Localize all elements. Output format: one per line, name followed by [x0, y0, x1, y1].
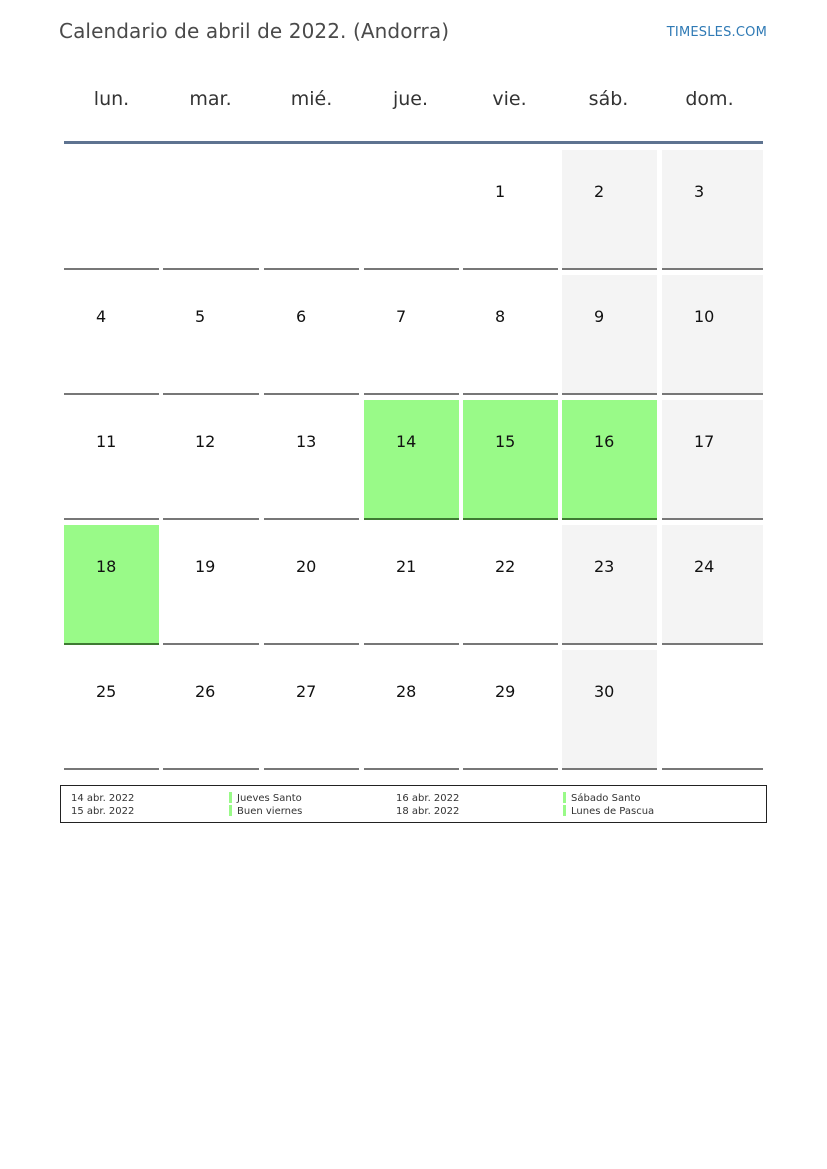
day-number: 27: [296, 682, 317, 701]
calendar-day-holiday[interactable]: [562, 400, 657, 520]
holiday-color-marker: [563, 805, 566, 816]
calendar-cell-blank: [264, 150, 359, 270]
legend-date: 14 abr. 2022: [71, 793, 135, 804]
calendar-day[interactable]: [264, 525, 359, 645]
day-number: 16: [594, 432, 615, 451]
calendar-day[interactable]: [662, 150, 763, 270]
day-number: 28: [396, 682, 417, 701]
calendar-day[interactable]: [463, 275, 558, 395]
day-number: 17: [694, 432, 715, 451]
legend-holiday: [229, 792, 302, 805]
calendar-day[interactable]: [163, 400, 259, 520]
calendar-day[interactable]: [364, 525, 459, 645]
day-number: 11: [96, 432, 117, 451]
holiday-color-marker: [229, 805, 232, 816]
calendar-day[interactable]: [562, 150, 657, 270]
calendar-day[interactable]: [64, 275, 159, 395]
calendar-day[interactable]: [662, 275, 763, 395]
day-number: 10: [694, 307, 715, 326]
day-number: 5: [195, 307, 206, 326]
legend-holiday-name: Lunes de Pascua: [571, 806, 655, 817]
calendar-day[interactable]: [163, 275, 259, 395]
weekday-tue: mar.: [189, 88, 232, 110]
day-number: 12: [195, 432, 216, 451]
day-number: 30: [594, 682, 615, 701]
holiday-color-marker: [229, 792, 232, 803]
calendar-day-holiday[interactable]: [463, 400, 558, 520]
weekday-sun: dom.: [685, 88, 734, 110]
calendar-day[interactable]: [64, 650, 159, 770]
day-number: 13: [296, 432, 317, 451]
legend-names-col-2: [563, 792, 654, 818]
calendar-day[interactable]: [163, 525, 259, 645]
day-number: 9: [594, 307, 605, 326]
weekday-wed: mié.: [290, 88, 333, 110]
day-number: 1: [495, 182, 506, 201]
calendar-cell-blank: [64, 150, 159, 270]
legend-date: 18 abr. 2022: [396, 806, 460, 817]
calendar-day[interactable]: [463, 525, 558, 645]
weekday-sat: sáb.: [588, 88, 629, 110]
calendar-day[interactable]: [562, 650, 657, 770]
weekday-thu: jue.: [392, 88, 429, 110]
legend-holiday-name: Jueves Santo: [237, 793, 302, 804]
day-number: 4: [96, 307, 107, 326]
calendar-cell-blank: [163, 150, 259, 270]
legend-dates-col-1: [71, 792, 134, 818]
page-title: Calendario de abril de 2022. (Andorra): [59, 19, 450, 43]
holiday-legend: [60, 785, 767, 823]
weekday-header-row: [62, 88, 765, 122]
calendar-day[interactable]: [163, 650, 259, 770]
day-number: 8: [495, 307, 506, 326]
legend-holiday: [563, 805, 654, 818]
legend-holiday: [229, 805, 302, 818]
day-number: 23: [594, 557, 615, 576]
legend-names-col-1: [229, 792, 302, 818]
day-number: 25: [96, 682, 117, 701]
calendar-day[interactable]: [64, 400, 159, 520]
calendar-day[interactable]: [264, 400, 359, 520]
day-number: 21: [396, 557, 417, 576]
calendar-day[interactable]: [264, 275, 359, 395]
day-number: 24: [694, 557, 715, 576]
calendar-day[interactable]: [662, 400, 763, 520]
legend-date: 16 abr. 2022: [396, 793, 460, 804]
day-number: 6: [296, 307, 307, 326]
calendar-day[interactable]: [662, 525, 763, 645]
holiday-color-marker: [563, 792, 566, 803]
weekday-mon: lun.: [93, 88, 130, 110]
day-number: 15: [495, 432, 516, 451]
day-number: 14: [396, 432, 417, 451]
calendar-day[interactable]: [364, 650, 459, 770]
legend-holiday-name: Buen viernes: [237, 806, 303, 817]
weekday-fri: vie.: [492, 88, 527, 110]
calendar-day-holiday[interactable]: [64, 525, 159, 645]
brand-link[interactable]: TIMESLES.COM: [666, 25, 767, 40]
day-number: 2: [594, 182, 605, 201]
day-number: 20: [296, 557, 317, 576]
calendar-day[interactable]: [463, 650, 558, 770]
legend-holiday-name: Sábado Santo: [571, 793, 641, 804]
calendar-cell-blank: [662, 650, 763, 770]
day-number: 19: [195, 557, 216, 576]
calendar-day-holiday[interactable]: [364, 400, 459, 520]
calendar-day[interactable]: [364, 275, 459, 395]
day-number: 7: [396, 307, 407, 326]
header-divider: [64, 141, 763, 144]
calendar-day[interactable]: [463, 150, 558, 270]
legend-date: 15 abr. 2022: [71, 806, 135, 817]
legend-dates-col-2: [396, 792, 459, 818]
calendar-day[interactable]: [264, 650, 359, 770]
calendar-day[interactable]: [562, 275, 657, 395]
day-number: 26: [195, 682, 216, 701]
day-number: 3: [694, 182, 705, 201]
calendar-cell-blank: [364, 150, 459, 270]
day-number: 18: [96, 557, 117, 576]
legend-holiday: [563, 792, 654, 805]
day-number: 22: [495, 557, 516, 576]
calendar-day[interactable]: [562, 525, 657, 645]
day-number: 29: [495, 682, 516, 701]
